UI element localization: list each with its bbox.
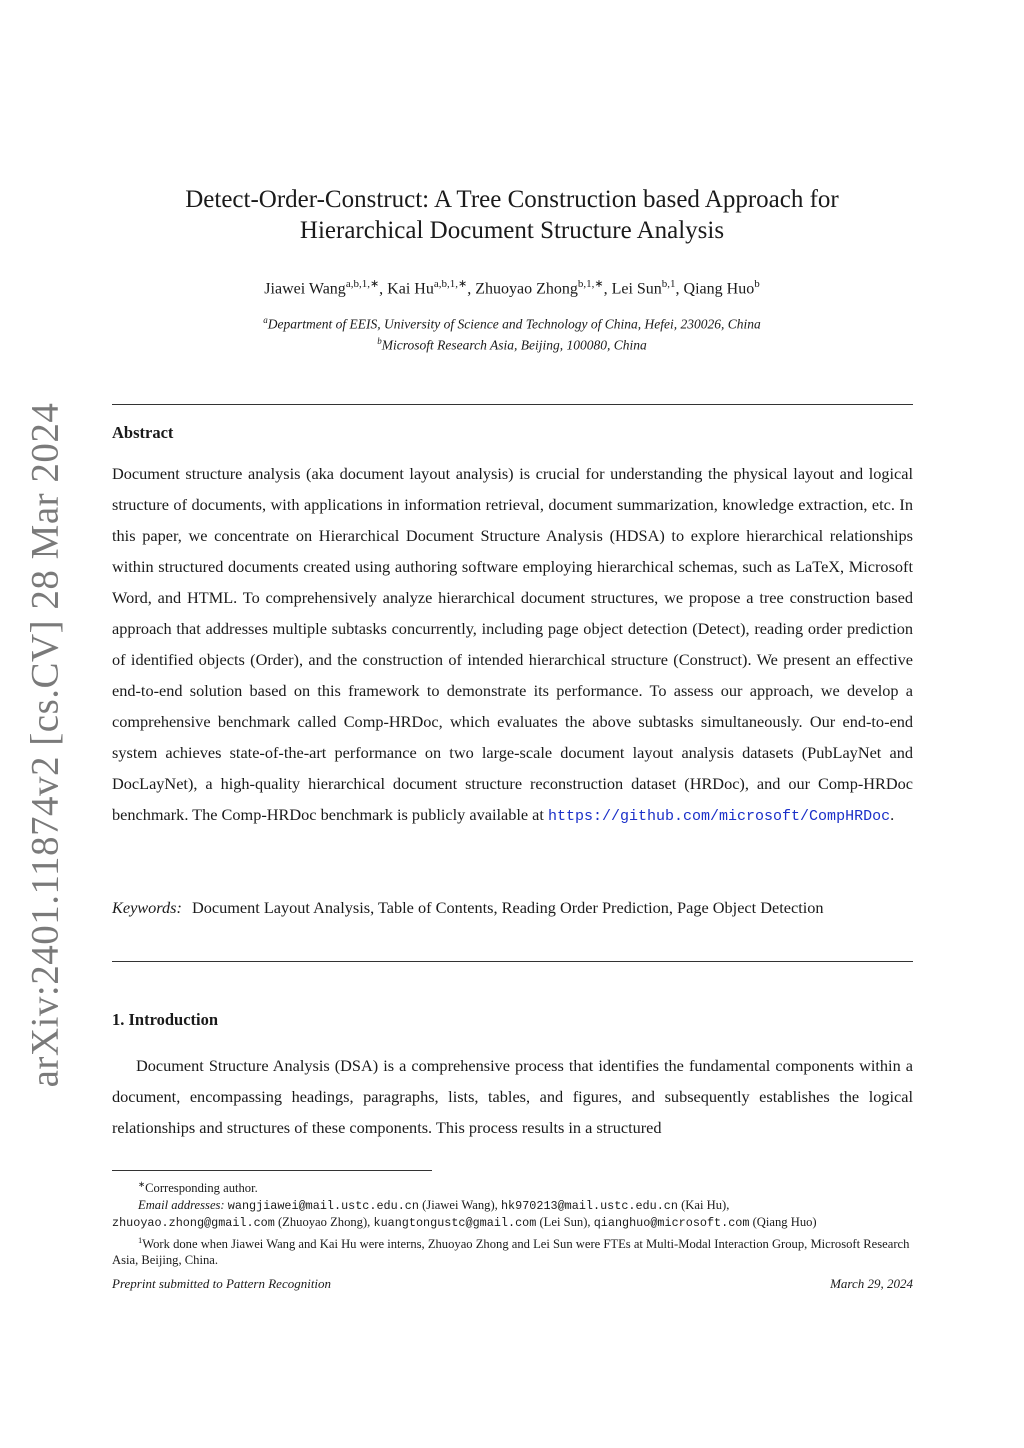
author-marks: b,1 bbox=[661, 278, 676, 290]
affiliation-a: $^a$Department of EEIS, University of Science and Technology of China, Hefei, 230026, China bbox=[263, 315, 761, 332]
keywords-text: Document Layout Analysis, Table of Contents, Reading Order Prediction, Page Object Detection bbox=[191, 898, 824, 917]
author-list: Jiawei Wang$^{a,b,1,∗}$, Kai $Hu^{a,b,1,∗}$, Zhuoyao Zhong$^{b,1,∗}$, Lei Sun$^{b,1}$, Qiang Huo$^b$ bbox=[264, 278, 760, 298]
footnote-corresponding: ∗Corresponding author. bbox=[138, 1179, 258, 1196]
email-address[interactable]: wangjiawei@mail.ustc.edu.cn bbox=[227, 1198, 419, 1213]
author-marks: b,1,∗ bbox=[577, 278, 604, 290]
footnote-emails: Email addresses: wangjiawei@mail.ustc.edu.cn (Jiawei Wang), hk970213@mail.ustc.edu.cn (Kai Hu), bbox=[138, 1197, 730, 1213]
keywords bbox=[112, 892, 872, 923]
affiliation-b: $^b$Microsoft Research Asia, Beijing, 100080, China bbox=[377, 335, 647, 352]
footnotes bbox=[112, 1176, 913, 1269]
title-line-2: Hierarchical Document Structure Analysis bbox=[299, 217, 725, 244]
email-address[interactable]: kuangtongustc@gmail.com bbox=[373, 1216, 537, 1231]
footnote-rule bbox=[112, 1170, 432, 1171]
affiliations bbox=[112, 312, 912, 353]
paper-title bbox=[112, 184, 912, 246]
footer-date: March 29, 2024 bbox=[830, 1276, 913, 1291]
author-name: Lei Sun bbox=[611, 280, 662, 298]
abstract-text: Document structure analysis (aka document layout analysis) is crucial for understanding the physical layout and logical structure of documents, with applications in information retrieval, document summarization, knowledge extraction, etc. In this paper, we concentrate on Hierarchical Document Structure Analysis (HDSA) to explore hierarchical relationships within structured documents created using authoring software employing hierarchical schemas, such as LaTeX, Microsoft Word, and HTML. To comprehensively analyze hierarchical document structures, we propose a tree construction based approach that addresses multiple subtasks concurrently, including page object detection (Detect), reading order prediction of identified objects (Order), and the construction of intended hierarchical structure (Construct). We present an effective end-to-end solution based on this framework to demonstrate its performance. To assess our approach, we develop a comprehensive benchmark called Comp-HRDoc, which evaluates the above subtasks simultaneously. Our end-to-end system achieves state-of-the-art performance on two large-scale document layout analysis datasets (PubLayNet and DocLayNet), a high-quality hierarchical document structure reconstruction dataset (HRDoc), and our Comp-HRDoc benchmark. The Comp-HRDoc benchmark is publicly available at bbox=[112, 464, 913, 824]
keywords-label: Keywords: bbox=[112, 898, 182, 917]
author-marks: a,b,1,∗ bbox=[433, 278, 468, 290]
author-name: Kai Hu bbox=[387, 280, 434, 298]
footer-preprint-note: Preprint submitted to Pattern Recognition bbox=[112, 1276, 332, 1291]
email-address[interactable]: hk970213@mail.ustc.edu.cn bbox=[500, 1198, 678, 1213]
email-address[interactable]: qianghuo@microsoft.com bbox=[593, 1216, 750, 1231]
author-marks: b bbox=[754, 278, 760, 290]
abstract-bottom-rule bbox=[112, 961, 913, 962]
author-marks: a,b,1,∗ bbox=[345, 278, 380, 290]
author-name: Zhuoyao Zhong bbox=[475, 280, 578, 298]
email-address[interactable]: zhuoyao.zhong@gmail.com bbox=[112, 1216, 275, 1231]
title-line-1: Detect-Order-Construct: A Tree Construction based Approach for bbox=[185, 186, 839, 213]
footnote-work-note: $^1$Work done when Jiawei Wang and Kai Hu were interns, Zhuoyao Zhong and Lei Sun were FTEs at Multi-Modal Interaction Group, Microsoft Research Asia, Beijing, China. bbox=[112, 1234, 910, 1268]
author-name: Qiang Huo bbox=[683, 280, 755, 298]
arxiv-identifier-stamp: arXiv:2401.11874v2 [cs.CV] 28 Mar 2024 bbox=[23, 402, 67, 1088]
abstract-top-rule bbox=[112, 404, 913, 405]
introduction-heading: 1. Introduction bbox=[112, 1010, 219, 1029]
abstract-heading: Abstract bbox=[112, 423, 174, 442]
introduction-paragraph: Document Structure Analysis (DSA) is a comprehensive process that identifies the fundamental components within a document, encompassing headings, paragraphs, lists, tables, and figures, and subsequently establishes the logical relationships and structures of these components. This process results in a structured bbox=[112, 1056, 913, 1137]
author-name: Jiawei Wang bbox=[264, 280, 346, 298]
github-link[interactable]: https://github.com/microsoft/CompHRDoc bbox=[548, 808, 891, 825]
footnote-emails-continued: zhuoyao.zhong@gmail.com (Zhuoyao Zhong), kuangtongustc@gmail.com (Lei Sun), qianghuo@microsoft.com (Qiang Huo) bbox=[112, 1215, 817, 1231]
abstract-body: Document structure analysis (aka document layout analysis) is crucial for understanding the physical layout and logical structure of documents, with applications in information retrieval, document summarization, knowledge extraction, etc. In this paper, we concentrate on Hierarchical Document Structure Analysis (HDSA) to explore hierarchical relationships within structured documents created using authoring software employing hierarchical schemas, such as LaTeX, Microsoft Word, and HTML. To comprehensively analyze hierarchical document structures, we propose a tree construction based approach that addresses multiple subtasks concurrently, including page object detection (Detect), reading order prediction of identified objects (Order), and the construction of intended hierarchical structure (Construct). We present an effective end-to-end solution based on this framework to demonstrate its performance. To assess our approach, we develop a comprehensive benchmark called Comp-HRDoc, which evaluates the above subtasks simultaneously. Our end-to-end system achieves state-of-the-art performance on two large-scale document layout analysis datasets (PubLayNet and DocLayNet), a high-quality hierarchical document structure reconstruction dataset (HRDoc), and our Comp-HRDoc benchmark. The Comp-HRDoc benchmark is publicly available at https://github.com/microsoft/CompHRDoc. bbox=[112, 464, 913, 825]
